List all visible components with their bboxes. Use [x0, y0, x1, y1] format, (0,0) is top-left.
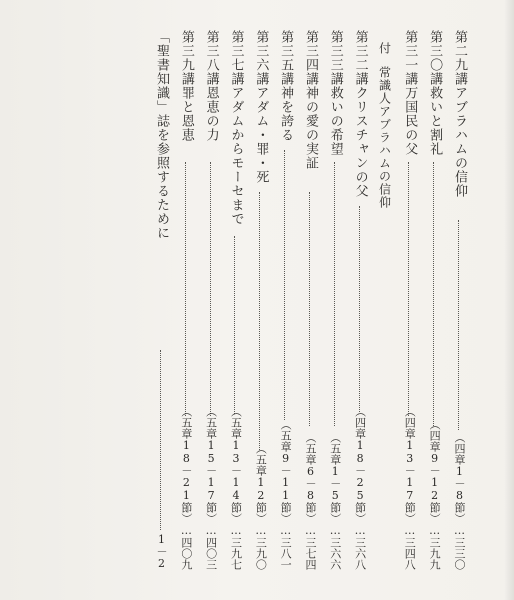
lecture-number: 第三一講	[402, 30, 418, 86]
page-gutter-shadow	[504, 0, 514, 600]
dot-leader	[284, 150, 285, 420]
chapter-page-reference: （五章15－17節）…四〇三	[204, 406, 218, 570]
lecture-title: 恩恵の力	[203, 86, 219, 142]
table-of-contents	[150, 30, 470, 570]
lecture-title: アダムからモーセまで	[228, 86, 244, 226]
dot-leader	[309, 192, 310, 426]
appendix-title: 常識人アブラハムの信仰	[377, 66, 392, 209]
toc-entry-37	[224, 30, 246, 570]
toc-entry-29	[448, 30, 470, 570]
toc-entry-reference-guide	[150, 30, 172, 570]
dot-leader	[185, 162, 186, 416]
toc-entry-30	[423, 30, 445, 570]
dot-leader	[234, 236, 235, 414]
chapter-page-reference: （五章12節）…三九〇	[254, 443, 268, 570]
toc-entry-31	[398, 30, 420, 570]
lecture-number: 第三九講	[178, 30, 194, 86]
dot-leader	[334, 162, 335, 426]
chapter-page-reference: （四章9－12節）…三九九	[428, 419, 442, 570]
lecture-title: 救いと割礼	[427, 86, 443, 156]
toc-entry-36	[249, 30, 271, 570]
toc-entry-33	[324, 30, 346, 570]
lecture-number: 第二九講	[451, 30, 467, 86]
lecture-title: 神を誇る	[278, 86, 294, 142]
toc-entry-39	[175, 30, 197, 570]
lecture-title: アブラハムの信仰	[451, 86, 467, 198]
toc-entry-38	[200, 30, 222, 570]
lecture-title: 罪と恩恵	[178, 86, 194, 142]
lecture-number: 第三四講	[302, 30, 318, 86]
lecture-number: 第三八講	[203, 30, 219, 86]
toc-entry-34	[299, 30, 321, 570]
dot-leader	[359, 206, 360, 412]
lecture-number: 第三二講	[352, 30, 368, 86]
dot-leader	[408, 162, 409, 416]
toc-entry-35	[274, 30, 296, 570]
chapter-page-reference: （五章6－8節）…三七四	[303, 432, 317, 570]
lecture-title: クリスチャンの父	[352, 86, 368, 198]
lecture-number: 第三六講	[253, 30, 269, 86]
chapter-page-reference: （五章9－11節）…三八一	[279, 419, 293, 570]
lecture-number: 第三〇講	[427, 30, 443, 86]
lecture-title: 神の愛の実証	[302, 86, 318, 170]
chapter-page-reference: （五章18－21節）…四〇九	[179, 406, 193, 570]
chapter-page-reference: （五章1－5節）…三六六	[328, 432, 342, 570]
appendix-mark: 付	[377, 42, 392, 55]
chapter-page-reference: （四章18－25節）…三六八	[353, 406, 367, 570]
lecture-title: アダム・罪・死	[253, 86, 269, 184]
toc-entry-32	[349, 30, 371, 570]
dot-leader	[210, 162, 211, 416]
chapter-page-reference: （四章1－8節）…三三〇	[452, 432, 466, 570]
chapter-page-reference: （四章13－17節）…三四八	[403, 406, 417, 570]
dot-leader	[433, 162, 434, 426]
dot-leader	[160, 350, 161, 530]
lecture-number: 第三三講	[327, 30, 343, 86]
lecture-title: 万国民の父	[402, 86, 418, 156]
lecture-number: 第三五講	[278, 30, 294, 86]
reference-guide-title: 「聖書知識」誌を参照するために	[154, 30, 169, 240]
chapter-page-reference: （五章13－14節）…三九七	[229, 406, 243, 570]
page-reference: 1－2	[155, 533, 168, 570]
lecture-title: 救いの希望	[327, 86, 343, 156]
dot-leader	[458, 220, 459, 430]
lecture-number: 第三七講	[228, 30, 244, 86]
toc-appendix-entry	[373, 30, 395, 570]
dot-leader	[259, 192, 260, 450]
